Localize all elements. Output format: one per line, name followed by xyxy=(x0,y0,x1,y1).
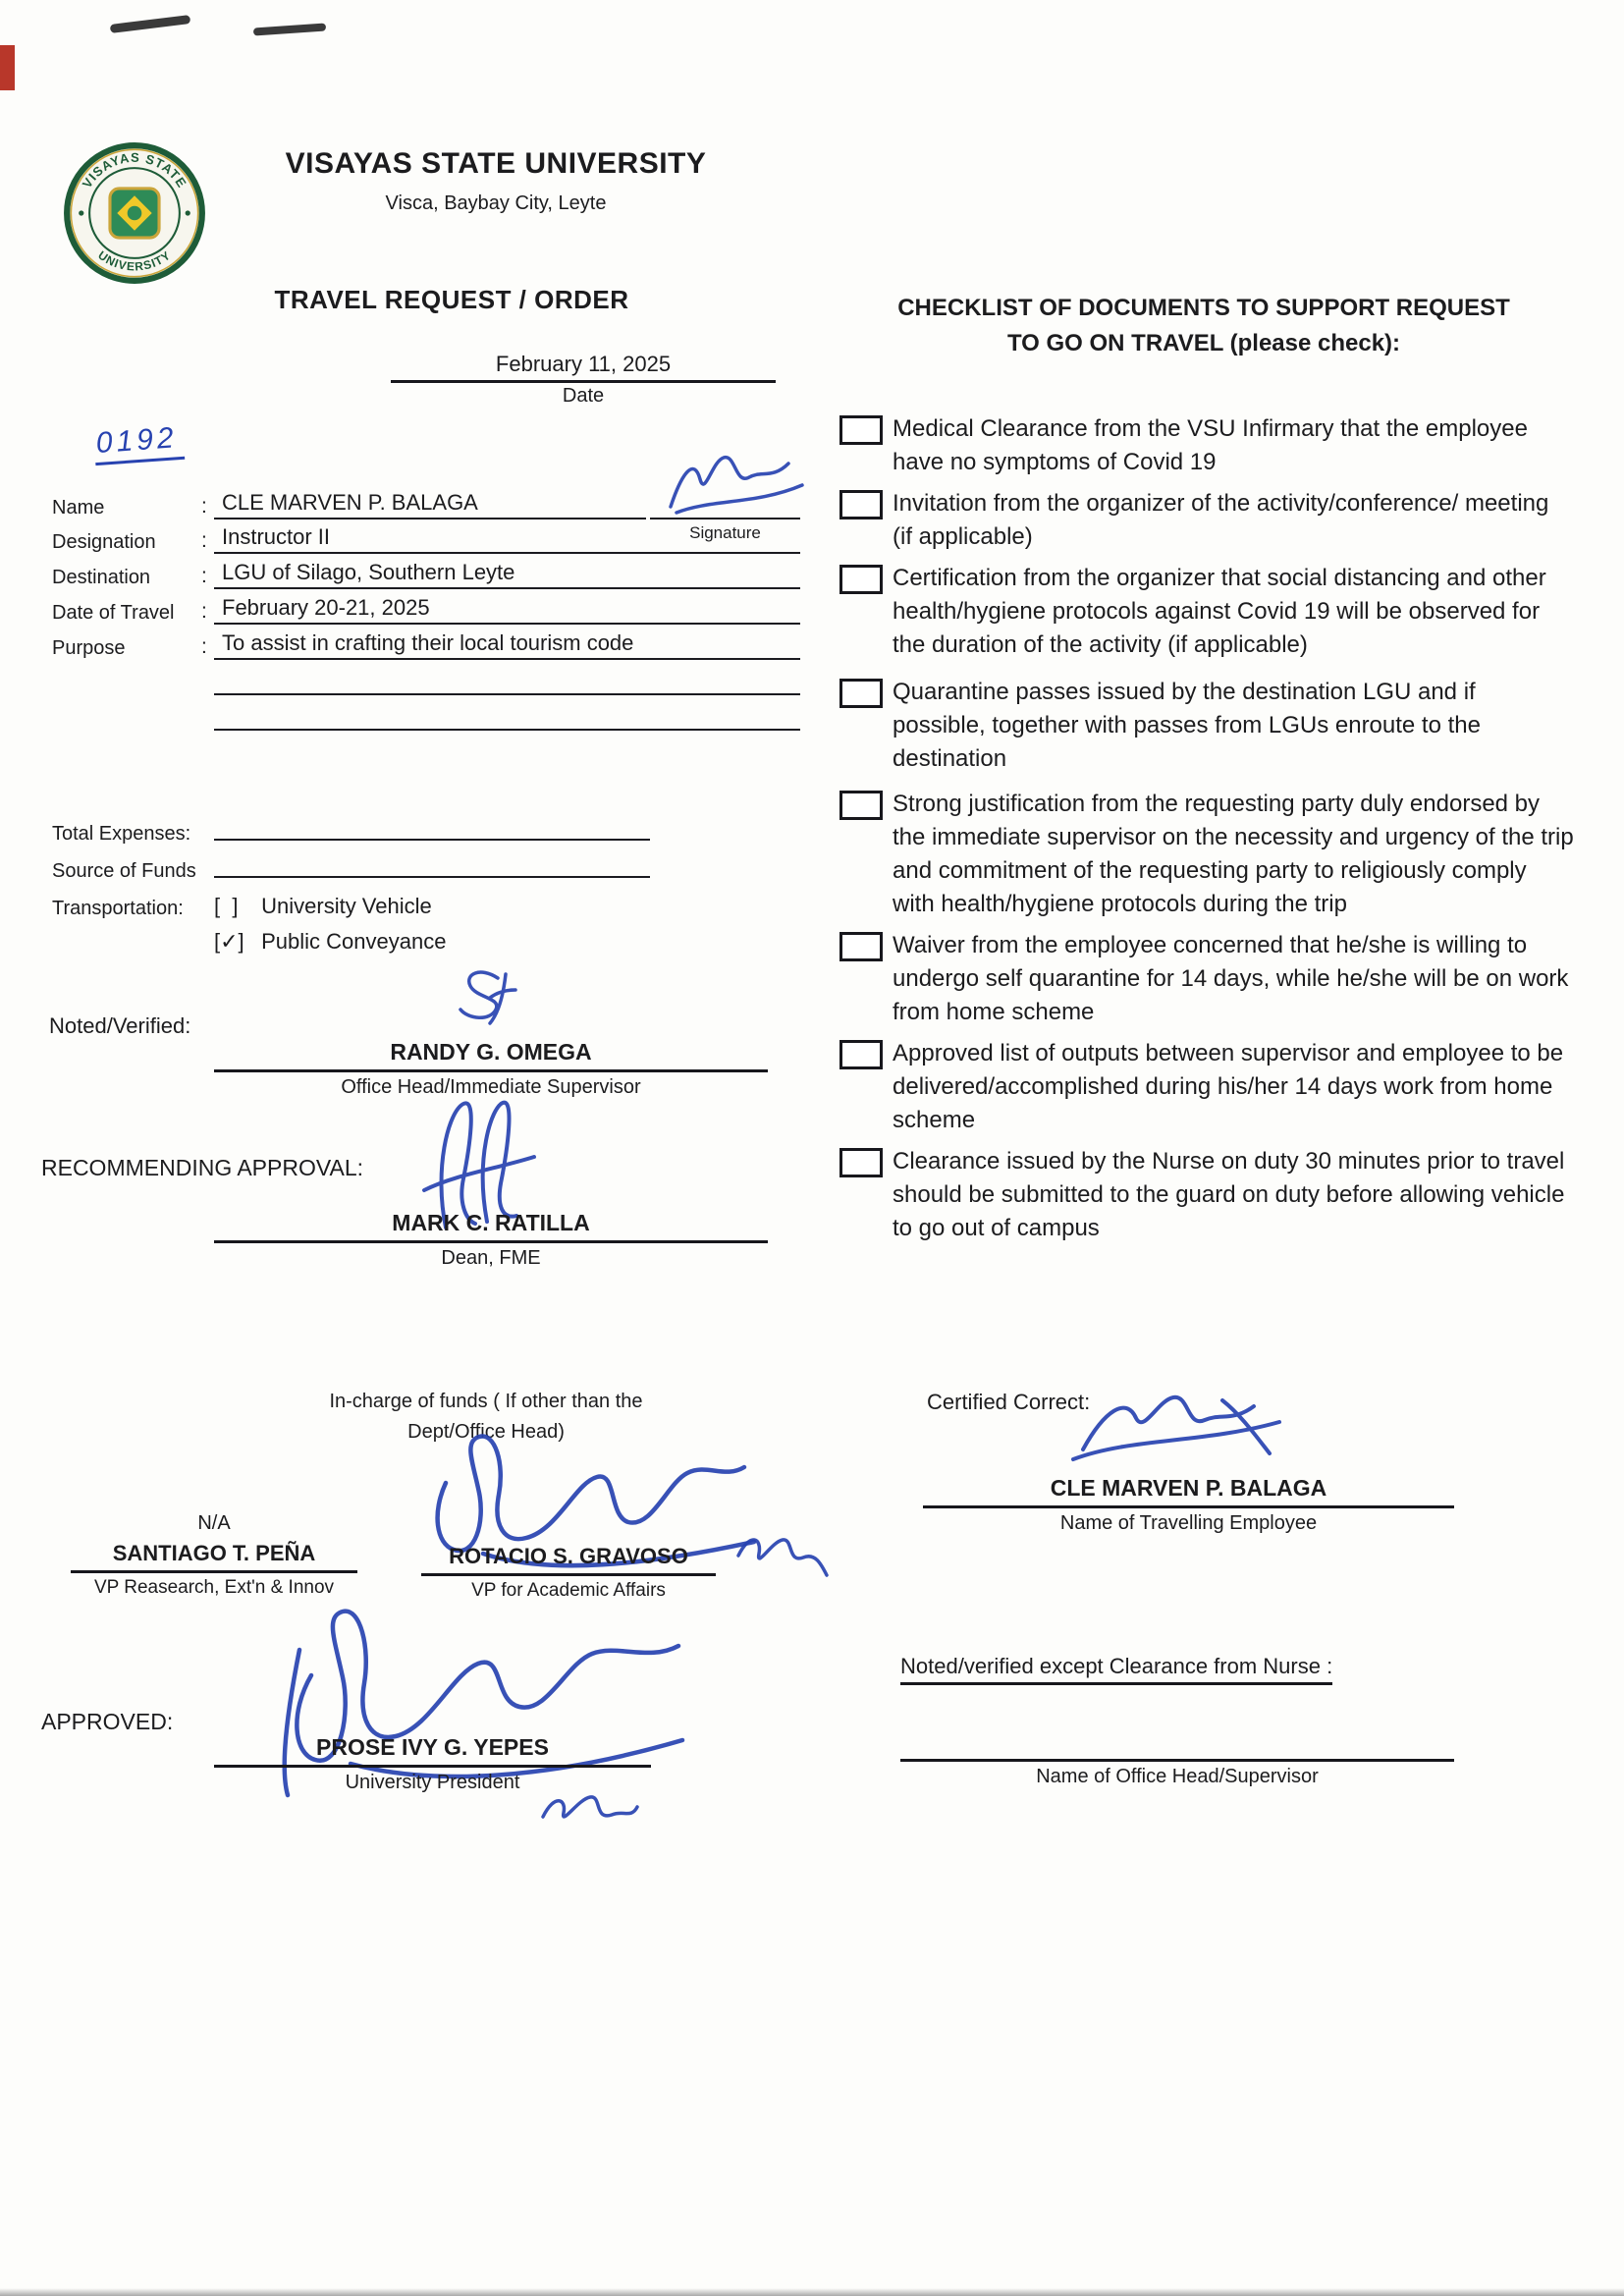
signature-caption: Signature xyxy=(689,523,761,542)
vp-academic-initials xyxy=(729,1520,832,1594)
colon: : xyxy=(201,529,207,552)
designation-label: Designation xyxy=(52,531,156,553)
checklist-item-text: Approved list of outputs between supervisor and employee to be delivered/accomplished during his/her 14 days work from home scheme xyxy=(893,1040,1564,1133)
university-seal-logo xyxy=(63,141,206,285)
date-value: February 11, 2025 xyxy=(391,352,776,383)
checklist-item xyxy=(839,562,1574,662)
seal-top-text: VISAYAS STATE xyxy=(79,149,190,191)
checklist-item xyxy=(839,929,1574,1029)
checkbox-public-conveyance-checked: [✓] xyxy=(214,929,244,954)
checklist-item-text: Invitation from the organizer of the activity/conference/ meeting (if applicable) xyxy=(893,490,1549,550)
total-expenses-line xyxy=(214,811,650,841)
travelling-employee-signature xyxy=(1065,1387,1291,1480)
incharge-line2: Dept/Office Head) xyxy=(407,1421,565,1443)
noted-verified-label: Noted/Verified: xyxy=(49,1013,191,1038)
university-address: Visca, Baybay City, Leyte xyxy=(385,192,607,214)
checklist-title xyxy=(840,291,1567,361)
date-block xyxy=(391,352,776,408)
seal-bottom-text: UNIVERSITY xyxy=(95,247,174,274)
blank-underline xyxy=(214,701,800,731)
dean-name: MARK C. RATILLA xyxy=(214,1210,768,1243)
checklist-item xyxy=(839,1145,1574,1245)
transport-option-university-vehicle xyxy=(214,894,432,919)
scan-bottom-edge xyxy=(0,2288,1624,2296)
not-applicable-text: N/A xyxy=(197,1512,231,1534)
vp-academic-name: ROTACIO S. GRAVOSO xyxy=(421,1544,716,1576)
scan-edge-mark xyxy=(0,45,15,90)
university-name: VISAYAS STATE UNIVERSITY xyxy=(285,147,707,180)
staple-mark xyxy=(110,15,190,33)
travelling-employee-title: Name of Travelling Employee xyxy=(1059,1512,1318,1534)
date-of-travel-value: February 20-21, 2025 xyxy=(214,595,800,625)
office-head-supervisor-caption: Name of Office Head/Supervisor xyxy=(1036,1766,1319,1787)
checklist-title-line2: TO GO ON TRAVEL (please check): xyxy=(1006,330,1401,356)
transport-option-label: University Vehicle xyxy=(261,894,432,918)
office-head-sign-block xyxy=(214,1039,768,1099)
colon: : xyxy=(201,600,207,623)
checklist-title-line1: CHECKLIST OF DOCUMENTS TO SUPPORT REQUEST xyxy=(897,295,1510,321)
vp-research-title: VP Reasearch, Ext'n & Innov xyxy=(93,1577,335,1598)
transport-option-label: Public Conveyance xyxy=(261,929,447,954)
checkbox-unchecked xyxy=(839,1040,883,1069)
date-of-travel-label: Date of Travel xyxy=(52,602,175,624)
president-sign-block xyxy=(214,1734,651,1794)
checklist-item-text: Medical Clearance from the VSU Infirmary that the employee have no symptoms of Covid 19 xyxy=(893,415,1528,475)
checklist-item-text: Strong justification from the requesting party duly endorsed by the immediate supervisor on the necessity and urgency of the trip and commitment of the requesting party to religiously comply with health/hygiene protocols during the trip xyxy=(893,791,1574,917)
checkbox-unchecked xyxy=(839,791,883,820)
checkbox-unchecked xyxy=(839,679,883,708)
source-of-funds-label: Source of Funds xyxy=(52,860,196,882)
source-of-funds-line xyxy=(214,848,650,878)
office-head-supervisor-line xyxy=(900,1736,1454,1762)
dean-title: Dean, FME xyxy=(441,1247,541,1269)
vp-research-name: SANTIAGO T. PEÑA xyxy=(71,1541,357,1573)
incharge-line1: In-charge of funds ( If other than the xyxy=(329,1391,643,1412)
vp-academic-title: VP for Academic Affairs xyxy=(471,1580,666,1601)
office-head-signature xyxy=(447,964,535,1029)
transport-option-public-conveyance xyxy=(214,929,446,955)
destination-value: LGU of Silago, Southern Leyte xyxy=(214,560,800,589)
checkbox-unchecked xyxy=(839,415,883,445)
checkbox-unchecked xyxy=(839,932,883,961)
office-head-title: Office Head/Immediate Supervisor xyxy=(341,1076,641,1098)
blank-underline xyxy=(214,666,800,695)
checklist-item-text: Waiver from the employee concerned that he/she is willing to undergo self quarantine for 14 days, while he/she will be on work from home scheme xyxy=(893,932,1569,1025)
dean-sign-block xyxy=(214,1210,768,1270)
checklist-item xyxy=(839,1037,1574,1137)
checklist xyxy=(839,412,1574,1253)
president-title: University President xyxy=(345,1772,520,1793)
checkbox-unchecked xyxy=(839,565,883,594)
noted-except-clearance-label: Noted/verified except Clearance from Nurse : xyxy=(900,1654,1332,1685)
checklist-item-text: Quarantine passes issued by the destination LGU and if possible, together with passes from LGUs enroute to the destination xyxy=(893,679,1481,772)
president-name: PROSE IVY G. YEPES xyxy=(214,1734,651,1768)
transportation-label: Transportation: xyxy=(52,898,184,919)
colon: : xyxy=(201,495,207,518)
checkbox-university-vehicle: [ ] xyxy=(214,894,239,918)
vp-academic-sign-block xyxy=(421,1544,716,1602)
incharge-of-funds-caption xyxy=(290,1387,682,1448)
signature-line xyxy=(650,490,800,519)
checkbox-unchecked xyxy=(839,1148,883,1177)
staple-mark xyxy=(253,23,326,35)
total-expenses-label: Total Expenses: xyxy=(52,823,191,845)
name-value: CLE MARVEN P. BALAGA xyxy=(214,490,646,519)
checklist-item xyxy=(839,676,1574,776)
purpose-value: To assist in crafting their local tourism code xyxy=(214,630,800,660)
checklist-item-text: Certification from the organizer that social distancing and other health/hygiene protocols against Covid 19 will be observed for the duration of the activity (if applicable) xyxy=(893,565,1546,658)
form-title: TRAVEL REQUEST / ORDER xyxy=(274,285,629,314)
office-head-supervisor-block xyxy=(900,1736,1454,1788)
colon: : xyxy=(201,635,207,658)
checklist-item-text: Clearance issued by the Nurse on duty 30 minutes prior to travel should be submitted to the guard on duty before allowing vehicle to go out of campus xyxy=(893,1148,1565,1241)
certified-correct-label: Certified Correct: xyxy=(927,1390,1091,1414)
checkbox-unchecked xyxy=(839,490,883,519)
date-caption: Date xyxy=(562,385,605,407)
destination-label: Destination xyxy=(52,567,151,588)
colon: : xyxy=(201,565,207,587)
designation-value: Instructor II xyxy=(214,524,800,554)
travelling-employee-sign-block xyxy=(923,1475,1454,1535)
checklist-item xyxy=(839,487,1574,554)
handwritten-control-number: 0192 xyxy=(93,421,185,465)
office-head-name: RANDY G. OMEGA xyxy=(214,1039,768,1072)
vp-research-sign-block xyxy=(71,1512,357,1599)
purpose-label: Purpose xyxy=(52,637,126,659)
checklist-item xyxy=(839,788,1574,921)
checklist-item xyxy=(839,412,1574,479)
travelling-employee-name: CLE MARVEN P. BALAGA xyxy=(923,1475,1454,1508)
recommending-approval-label: RECOMMENDING APPROVAL: xyxy=(41,1155,364,1180)
name-label: Name xyxy=(52,497,105,519)
approved-label: APPROVED: xyxy=(41,1709,174,1734)
